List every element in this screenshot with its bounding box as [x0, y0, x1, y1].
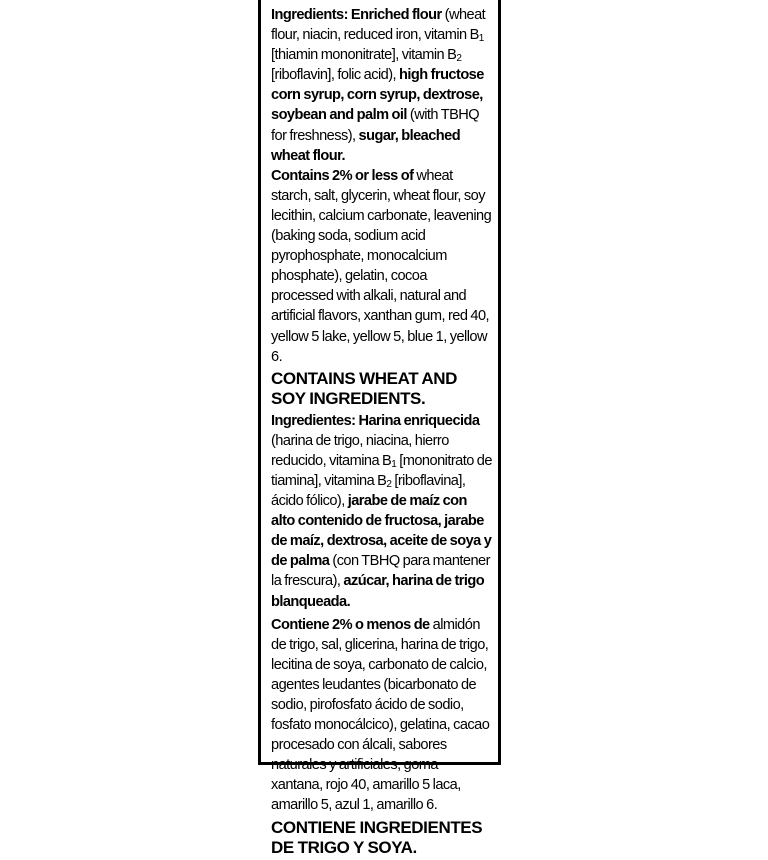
- spanish-flour-details: (harina de trigo, niacina, hierro reducido, vitamina B: [271, 432, 449, 469]
- spanish-minor-ingredients-list: almidón de trigo, sal, glicerina, harina de trigo, lecitina de soya, carbonato de calcio, agentes leudantes (bicarbonato de sodio, pirofosfato ácido de sodio, fosfato monocálcico), gelatina, cacao procesado con álcali, sabores naturales y artificiales, goma xantana, rojo 40, amarillo 5 laca, amarillo 5, azul 1, amarillo 6.: [271, 616, 490, 814]
- vitamina-b2-subscript: 2: [386, 478, 392, 490]
- english-minor-ingredients-paragraph: [271, 166, 492, 367]
- english-sweeteners-oils: high fructose corn syrup, corn syrup, dextrose, soybean and palm oil: [271, 67, 484, 124]
- english-flour-details-end: [riboflavin], folic acid),: [271, 67, 400, 84]
- vitamina-b1-subscript: 1: [391, 458, 397, 470]
- spanish-sugar-flour: azúcar, harina de trigo blanqueada.: [271, 573, 485, 610]
- english-ingredients-heading: Ingredients: Enriched flour: [271, 7, 442, 23]
- spanish-ingredients-paragraph: [271, 411, 492, 612]
- spanish-ingredients-heading: Ingredientes: Harina enriquecida: [271, 412, 480, 429]
- spanish-flour-details-end: [riboflavina], ácido fólico),: [271, 472, 466, 510]
- spanish-contains-2-percent-heading: Contiene 2% o menos de: [271, 616, 430, 633]
- spanish-sweeteners-oils: jarabe de maíz con alto contenido de fructosa, jarabe de maíz, dextrosa, aceite de soya y de palma: [271, 493, 492, 570]
- english-ingredients-paragraph: [271, 5, 492, 166]
- spanish-minor-ingredients-paragraph: [271, 615, 492, 816]
- english-flour-details: (wheat flour, niacin, reduced iron, vitamin B: [271, 7, 486, 44]
- ingredients-text-block: [271, 5, 492, 860]
- spanish-allergen-statement: CONTIENE INGREDIENTES DE TRIGO Y SOYA.: [271, 817, 483, 857]
- english-minor-ingredients-list: wheat starch, salt, glycerin, wheat flour, soy lecithin, calcium carbonate, leavening (baking soda, sodium acid pyrophosphate, monocalcium phosphate), gelatin, cocoa processed with alkali, natural and artificial flavors, xanthan gum, red 40, yellow 5 lake, yellow 5, blue 1, yellow 6.: [271, 167, 492, 365]
- spanish-flour-details-cont: [mononitrato de tiamina], vitamina B: [271, 452, 492, 489]
- ingredients-label-panel: [258, 0, 501, 857]
- vitamin-b2-subscript: 2: [456, 53, 462, 65]
- english-tbhq-note: (with TBHQ for freshness),: [271, 107, 480, 144]
- english-flour-details-cont: [thiamin mononitrate], vitamin B: [271, 47, 457, 64]
- vitamin-b1-subscript: 1: [478, 33, 484, 45]
- spanish-tbhq-note: (con TBHQ para mantener la frescura),: [271, 553, 490, 590]
- english-sugar-flour: sugar, bleached wheat flour.: [271, 127, 461, 164]
- english-allergen-statement: CONTAINS WHEAT AND SOY INGREDIENTS.: [271, 368, 458, 408]
- english-contains-2-percent-heading: Contains 2% or less of: [271, 167, 414, 184]
